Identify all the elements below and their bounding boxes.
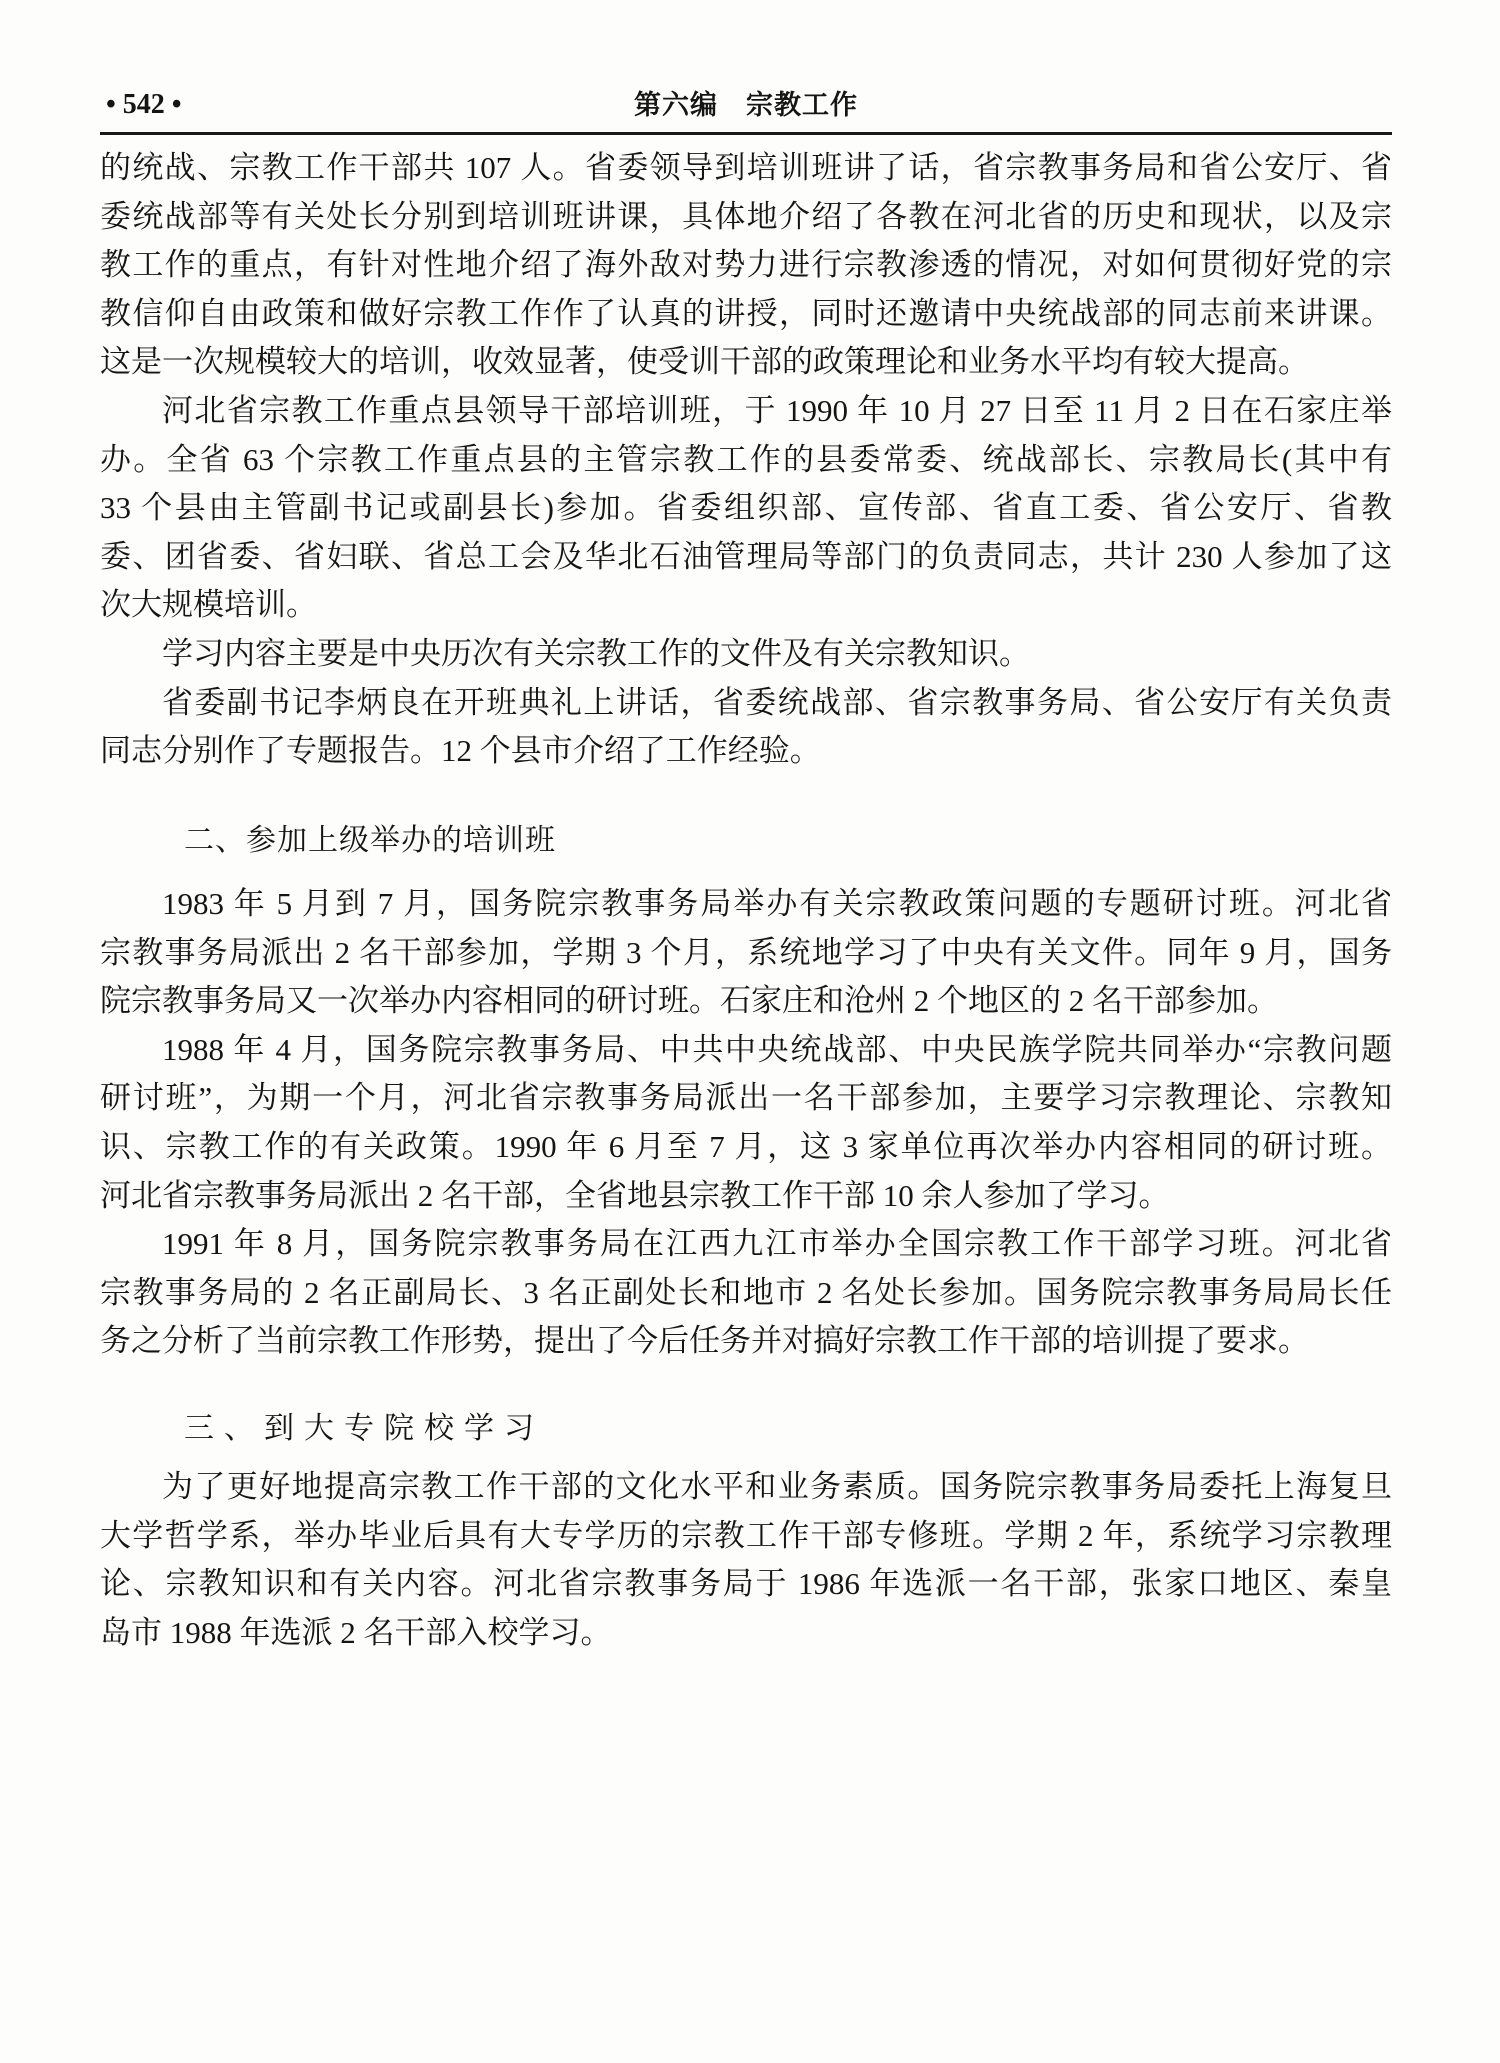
text-line: 33 个县由主管副书记或副县长)参加。省委组织部、宣传部、省直工委、省公安厅、省教 [100, 490, 1392, 526]
text-line: 论、宗教知识和有关内容。河北省宗教事务局于 1986 年选派一名干部，张家口地区、秦皇 [100, 1566, 1392, 1602]
text-line: 宗教事务局的 2 名正副局长、3 名正副处长和地市 2 名处长参加。国务院宗教事务局局长任 [100, 1274, 1392, 1310]
paragraph-opening-speech [100, 679, 1392, 776]
paragraph-continuation [100, 144, 1392, 387]
paragraph-university-study [100, 1463, 1392, 1657]
paragraph-1983 [100, 880, 1392, 1026]
text-line: 省委副书记李炳良在开班典礼上讲话，省委统战部、省宗教事务局、省公安厅有关负责 [162, 684, 1392, 720]
text-line: 务之分析了当前宗教工作形势，提出了今后任务并对搞好宗教工作干部的培训提了要求。 [100, 1323, 1309, 1359]
text-line: 同志分别作了专题报告。12 个县市介绍了工作经验。 [100, 733, 821, 769]
paragraph-1988 [100, 1026, 1392, 1220]
text-line: 教工作的重点，有针对性地介绍了海外敌对势力进行宗教渗透的情况，对如何贯彻好党的宗 [100, 247, 1392, 283]
text-line: 大学哲学系，举办毕业后具有大专学历的宗教工作干部专修班。学期 2 年，系统学习宗教理 [100, 1517, 1392, 1553]
text-line: 河北省宗教工作重点县领导干部培训班，于 1990 年 10 月 27 日至 11 月 2 日在石家庄举 [162, 392, 1392, 428]
section-1-body [100, 144, 1392, 776]
text-line: 委统战部等有关处长分别到培训班讲课，具体地介绍了各教在河北省的历史和现状，以及宗 [100, 198, 1392, 234]
header-rule [100, 132, 1392, 135]
text-line: 1983 年 5 月到 7 月，国务院宗教事务局举办有关宗教政策问题的专题研讨班。河北省 [162, 886, 1392, 921]
running-title: 第六编 宗教工作 [634, 90, 858, 120]
text-line: 次大规模培训。 [100, 587, 317, 623]
text-line: 宗教事务局派出 2 名干部参加，学期 3 个月，系统地学习了中央有关文件。同年 9 月，国务 [100, 934, 1392, 970]
paragraph-study-content [100, 630, 1392, 679]
text-line: 的统战、宗教工作干部共 107 人。省委领导到培训班讲了话，省宗教事务局和省公安厅、省 [100, 150, 1392, 185]
text-line: 办。全省 63 个宗教工作重点县的主管宗教工作的县委常委、统战部长、宗教局长(其中有 [100, 441, 1392, 477]
section-heading: 三、到大专院校学习 [184, 1411, 544, 1446]
section-heading: 二、参加上级举办的培训班 [184, 823, 556, 858]
text-line: 学习内容主要是中央历次有关宗教工作的文件及有关宗教知识。 [162, 635, 1030, 671]
text-line: 河北省宗教事务局派出 2 名干部，全省地县宗教工作干部 10 余人参加了学习。 [100, 1177, 1170, 1213]
text-line: 岛市 1988 年选派 2 名干部入校学习。 [100, 1614, 612, 1650]
text-line: 委、团省委、省妇联、省总工会及华北石油管理局等部门的负责同志，共计 230 人参加了这 [100, 538, 1392, 574]
text-line: 1991 年 8 月，国务院宗教事务局在江西九江市举办全国宗教工作干部学习班。河北省 [162, 1226, 1392, 1262]
text-line: 这是一次规模较大的培训，收效显著，使受训干部的政策理论和业务水平均有较大提高。 [100, 344, 1309, 380]
section-3-body [100, 1463, 1392, 1657]
text-line: 研讨班”，为期一个月，河北省宗教事务局派出一名干部参加，主要学习宗教理论、宗教知 [100, 1080, 1392, 1116]
text-line: 为了更好地提高宗教工作干部的文化水平和业务素质。国务院宗教事务局委托上海复旦 [162, 1469, 1392, 1504]
page-number: • 542 • [106, 89, 182, 120]
text-line: 院宗教事务局又一次举办内容相同的研讨班。石家庄和沧州 2 个地区的 2 名干部参加。 [100, 983, 1278, 1019]
text-line: 1988 年 4 月，国务院宗教事务局、中共中央统战部、中央民族学院共同举办“宗教问题 [162, 1031, 1392, 1067]
text-line: 教信仰自由政策和做好宗教工作作了认真的讲授，同时还邀请中央统战部的同志前来讲课。 [100, 295, 1392, 331]
paragraph-1991 [100, 1220, 1392, 1366]
text-line: 识、宗教工作的有关政策。1990 年 6 月至 7 月，这 3 家单位再次举办内容相同的研讨班。 [100, 1128, 1392, 1164]
paragraph-county-training [100, 387, 1392, 630]
section-2-body [100, 880, 1392, 1366]
